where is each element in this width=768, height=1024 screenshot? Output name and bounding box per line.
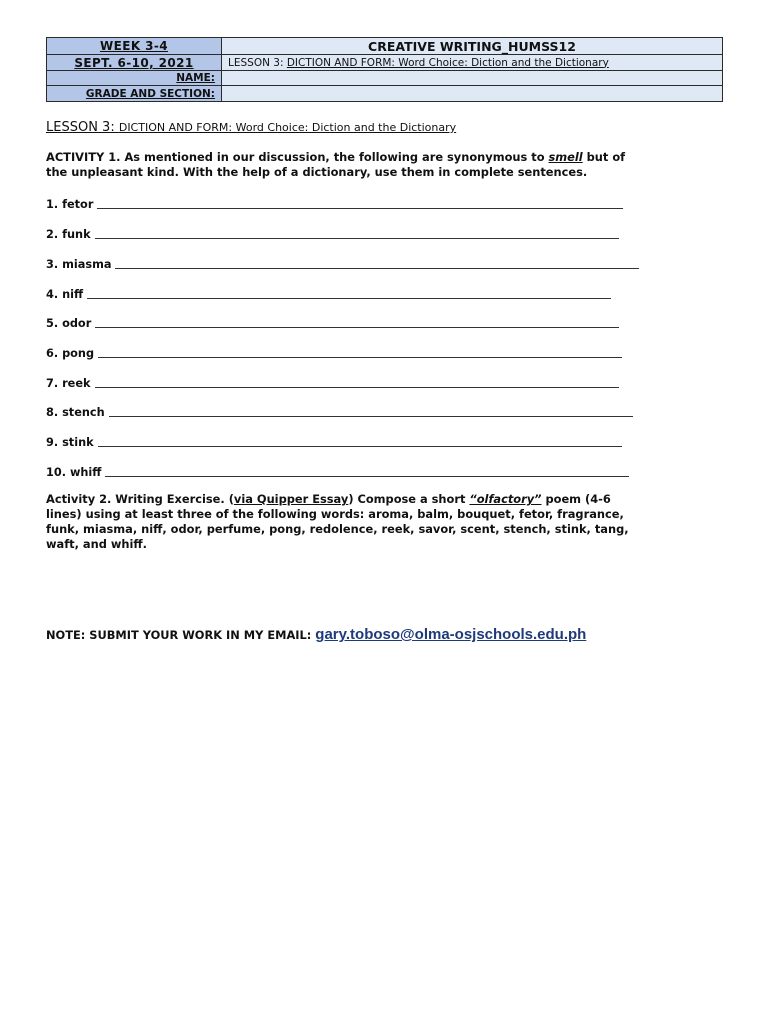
- header-lesson: [222, 55, 723, 71]
- list-item: [46, 403, 633, 419]
- note-label: NOTE: SUBMIT YOUR WORK IN MY EMAIL:: [46, 628, 316, 642]
- lesson-heading: [46, 119, 456, 135]
- course-title: CREATIVE WRITING_HUMSS12: [222, 38, 723, 55]
- list-item: [46, 255, 639, 271]
- submission-note: [46, 626, 586, 643]
- answer-line[interactable]: [97, 207, 623, 209]
- answer-line[interactable]: [109, 415, 633, 417]
- item-label: 6. pong: [46, 347, 95, 360]
- activity1-text-after: but of the unpleasant kind. With the help of a dictionary, use them in complete sentences.: [46, 150, 626, 179]
- name-field[interactable]: [222, 71, 723, 86]
- list-item: [46, 344, 622, 360]
- header-table: [46, 37, 723, 102]
- item-label: 9. stink: [46, 436, 94, 449]
- lesson-title: DICTION AND FORM: Word Choice: Diction and the Dictionary: [118, 121, 457, 134]
- activity2-lead: Activity 2. Writing Exercise. (: [46, 492, 234, 506]
- answer-line[interactable]: [87, 297, 611, 299]
- item-label: 4. niff: [46, 288, 84, 301]
- activity2-keyword: “olfactory”: [469, 492, 542, 506]
- item-label: 10. whiff: [46, 466, 102, 479]
- answer-line[interactable]: [115, 267, 639, 269]
- item-label: 1. fetor: [46, 198, 94, 211]
- grade-section-label: GRADE AND SECTION:: [47, 86, 222, 102]
- item-label: 3. miasma: [46, 258, 112, 271]
- email-link[interactable]: gary.toboso@olma-osjschools.edu.ph: [315, 626, 587, 643]
- item-label: 2. funk: [46, 228, 91, 241]
- answer-line[interactable]: [95, 386, 619, 388]
- name-label: NAME:: [47, 71, 222, 86]
- week-label: WEEK 3-4: [47, 38, 222, 55]
- answer-line[interactable]: [105, 475, 629, 477]
- activity1-text-before: ACTIVITY 1. As mentioned in our discussion, the following are synonymous to: [46, 150, 549, 164]
- answer-line[interactable]: [98, 356, 622, 358]
- list-item: [46, 195, 623, 211]
- header-lesson-title: DICTION AND FORM: Word Choice: Diction and the Dictionary: [286, 56, 609, 69]
- activity1-instructions: [46, 150, 646, 180]
- activity2-instructions: [46, 492, 646, 552]
- lesson-label: LESSON 3:: [46, 120, 119, 135]
- quipper-essay-link[interactable]: via Quipper Essay: [233, 492, 349, 506]
- list-item: [46, 314, 619, 330]
- answer-line[interactable]: [95, 237, 619, 239]
- list-item: [46, 433, 622, 449]
- grade-section-field[interactable]: [222, 86, 723, 102]
- list-item: [46, 285, 611, 301]
- activity2-rest: poem (4-6 lines) using at least three of the following words: aroma, balm, bouquet, fetor, fragrance, funk, miasma, niff, odor, perfume, pong, redolence, reek, savor, scent, stench, stink, tang, waft, and whiff.: [46, 492, 629, 551]
- date-label: SEPT. 6-10, 2021: [47, 55, 222, 71]
- answer-line[interactable]: [98, 445, 622, 447]
- activity2-mid: ) Compose a short: [348, 492, 470, 506]
- list-item: [46, 374, 619, 390]
- list-item: [46, 225, 619, 241]
- header-lesson-prefix: LESSON 3:: [228, 56, 287, 69]
- list-item: [46, 463, 629, 479]
- item-label: 5. odor: [46, 317, 92, 330]
- answer-line[interactable]: [95, 326, 619, 328]
- item-label: 7. reek: [46, 377, 91, 390]
- activity1-keyword: smell: [548, 150, 583, 164]
- item-label: 8. stench: [46, 406, 105, 419]
